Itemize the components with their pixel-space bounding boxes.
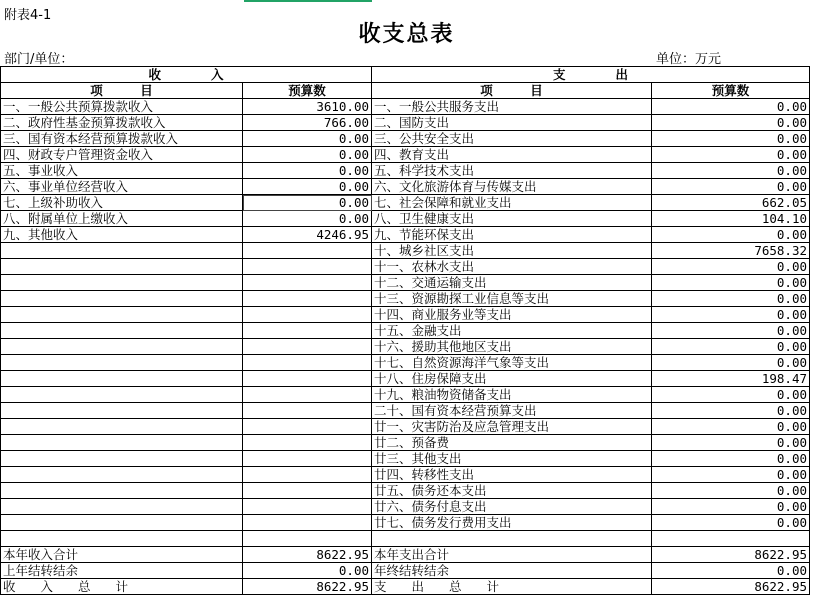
expense-item-cell[interactable]: 二十、国有资本经营预算支出 (372, 403, 652, 419)
expense-item-cell[interactable]: 四、教育支出 (372, 147, 652, 163)
total-expense-label[interactable]: 本年支出合计 (372, 547, 652, 563)
income-item-cell[interactable] (1, 515, 243, 531)
income-value-cell[interactable]: 0.00 (243, 195, 372, 211)
total-row (1, 563, 810, 579)
total-expense-label[interactable]: 支 出 总 计 (372, 579, 652, 595)
total-income-label[interactable]: 收 入 总 计 (1, 579, 243, 595)
expense-value-cell[interactable]: 0.00 (652, 131, 810, 147)
expense-value-cell[interactable]: 0.00 (652, 227, 810, 243)
total-income-label[interactable]: 上年结转结余 (1, 563, 243, 579)
income-value-cell[interactable] (243, 451, 372, 467)
income-value-cell[interactable]: 0.00 (243, 147, 372, 163)
expense-item-cell[interactable]: 十六、援助其他地区支出 (372, 339, 652, 355)
blank-cell[interactable] (652, 531, 810, 547)
table-row (1, 387, 810, 403)
expense-value-cell[interactable]: 0.00 (652, 515, 810, 531)
table-note: 附表4-1 (4, 8, 52, 23)
expense-item-header[interactable]: 项 目 (372, 83, 652, 99)
expense-value-cell[interactable]: 0.00 (652, 115, 810, 131)
income-item-cell[interactable] (1, 291, 243, 307)
income-value-cell[interactable] (243, 387, 372, 403)
page-title: 收支总表 (358, 22, 455, 47)
table-row (1, 419, 810, 435)
income-item-cell[interactable] (1, 499, 243, 515)
table-row (1, 243, 810, 259)
income-value-cell[interactable]: 0.00 (243, 163, 372, 179)
income-item-cell[interactable]: 一、一般公共预算拨款收入 (1, 99, 243, 115)
total-income-value[interactable]: 8622.95 (243, 579, 372, 595)
total-income-label[interactable]: 本年收入合计 (1, 547, 243, 563)
table-row (1, 515, 810, 531)
total-row (1, 547, 810, 563)
table-row (1, 147, 810, 163)
expense-value-cell[interactable]: 0.00 (652, 163, 810, 179)
income-item-cell[interactable] (1, 339, 243, 355)
table-row (1, 195, 810, 211)
income-value-cell[interactable] (243, 355, 372, 371)
income-value-cell[interactable] (243, 419, 372, 435)
table-row (1, 115, 810, 131)
income-value-cell[interactable] (243, 435, 372, 451)
total-expense-label[interactable]: 年终结转结余 (372, 563, 652, 579)
expense-value-cell[interactable]: 0.00 (652, 339, 810, 355)
expense-item-cell[interactable]: 廿五、债务还本支出 (372, 483, 652, 499)
expense-item-cell[interactable]: 廿三、其他支出 (372, 451, 652, 467)
income-value-cell[interactable] (243, 243, 372, 259)
income-value-cell[interactable] (243, 499, 372, 515)
total-expense-value[interactable]: 8622.95 (652, 547, 810, 563)
income-item-cell[interactable] (1, 259, 243, 275)
expense-value-cell[interactable]: 0.00 (652, 99, 810, 115)
income-item-cell[interactable] (1, 483, 243, 499)
expense-value-cell[interactable]: 104.10 (652, 211, 810, 227)
expense-value-cell[interactable]: 0.00 (652, 387, 810, 403)
expense-item-cell[interactable]: 十三、资源勘探工业信息等支出 (372, 291, 652, 307)
expense-value-cell[interactable]: 0.00 (652, 403, 810, 419)
income-item-cell[interactable]: 四、财政专户管理资金收入 (1, 147, 243, 163)
expense-item-cell[interactable]: 十四、商业服务业等支出 (372, 307, 652, 323)
income-item-cell[interactable] (1, 451, 243, 467)
income-value-cell[interactable] (243, 339, 372, 355)
income-header[interactable]: 收 入 (1, 67, 372, 83)
table-row (1, 211, 810, 227)
expense-item-cell[interactable]: 二、国防支出 (372, 115, 652, 131)
income-item-cell[interactable] (1, 387, 243, 403)
table-row (1, 355, 810, 371)
expense-item-cell[interactable]: 廿二、预备费 (372, 435, 652, 451)
income-value-cell[interactable] (243, 515, 372, 531)
income-value-cell[interactable]: 3610.00 (243, 99, 372, 115)
table-row (1, 339, 810, 355)
total-row (1, 579, 810, 595)
expense-item-cell[interactable]: 六、文化旅游体育与传媒支出 (372, 179, 652, 195)
total-income-value[interactable]: 0.00 (243, 563, 372, 579)
income-value-cell[interactable] (243, 275, 372, 291)
income-item-cell[interactable] (1, 323, 243, 339)
expense-value-cell[interactable]: 0.00 (652, 419, 810, 435)
income-value-cell[interactable] (243, 323, 372, 339)
table-row (1, 467, 810, 483)
expense-value-cell[interactable]: 0.00 (652, 147, 810, 163)
expense-item-cell[interactable]: 十一、农林水支出 (372, 259, 652, 275)
table-row (1, 403, 810, 419)
blank-cell[interactable] (1, 531, 243, 547)
income-item-cell[interactable] (1, 307, 243, 323)
blank-row (1, 531, 810, 547)
dept-label: 部门/单位： (4, 52, 74, 67)
expense-item-cell[interactable]: 八、卫生健康支出 (372, 211, 652, 227)
expense-value-cell[interactable]: 0.00 (652, 259, 810, 275)
table-row (1, 163, 810, 179)
income-value-cell[interactable]: 0.00 (243, 179, 372, 195)
income-value-cell[interactable] (243, 371, 372, 387)
expense-item-cell[interactable]: 七、社会保障和就业支出 (372, 195, 652, 211)
income-value-cell[interactable] (243, 467, 372, 483)
income-item-cell[interactable]: 六、事业单位经营收入 (1, 179, 243, 195)
income-item-cell[interactable] (1, 275, 243, 291)
expense-value-cell[interactable]: 0.00 (652, 291, 810, 307)
income-item-cell[interactable] (1, 371, 243, 387)
income-value-cell[interactable] (243, 259, 372, 275)
table-row (1, 99, 810, 115)
table-row (1, 227, 810, 243)
income-item-cell[interactable]: 三、国有资本经营预算拨款收入 (1, 131, 243, 147)
expense-value-cell[interactable]: 0.00 (652, 499, 810, 515)
summary-table (0, 66, 810, 595)
expense-value-cell[interactable]: 0.00 (652, 467, 810, 483)
expense-budget-header[interactable]: 预算数 (652, 83, 810, 99)
table-row (1, 371, 810, 387)
table-row (1, 291, 810, 307)
expense-item-cell[interactable]: 一、一般公共服务支出 (372, 99, 652, 115)
expense-item-cell[interactable]: 十九、粮油物资储备支出 (372, 387, 652, 403)
table-row (1, 179, 810, 195)
table-row (1, 435, 810, 451)
expense-item-cell[interactable]: 五、科学技术支出 (372, 163, 652, 179)
table-row (1, 323, 810, 339)
table-row (1, 131, 810, 147)
blank-cell[interactable] (372, 531, 652, 547)
unit-label: 单位：万元 (656, 52, 722, 67)
expense-header[interactable]: 支 出 (372, 67, 810, 83)
income-item-cell[interactable]: 七、上级补助收入 (1, 195, 243, 211)
income-item-header[interactable]: 项 目 (1, 83, 243, 99)
income-value-cell[interactable] (243, 291, 372, 307)
expense-item-cell[interactable]: 十五、金融支出 (372, 323, 652, 339)
expense-item-cell[interactable]: 十二、交通运输支出 (372, 275, 652, 291)
expense-value-cell[interactable]: 198.47 (652, 371, 810, 387)
expense-value-cell[interactable]: 0.00 (652, 323, 810, 339)
income-value-cell[interactable] (243, 403, 372, 419)
income-value-cell[interactable]: 766.00 (243, 115, 372, 131)
total-income-value[interactable]: 8622.95 (243, 547, 372, 563)
table-row (1, 307, 810, 323)
expense-item-cell[interactable]: 三、公共安全支出 (372, 131, 652, 147)
column-header-row (1, 83, 810, 99)
income-value-cell[interactable]: 0.00 (243, 211, 372, 227)
income-item-cell[interactable] (1, 467, 243, 483)
expense-value-cell[interactable]: 0.00 (652, 483, 810, 499)
total-expense-value[interactable]: 0.00 (652, 563, 810, 579)
section-header-row (1, 67, 810, 83)
expense-item-cell[interactable]: 廿六、债务付息支出 (372, 499, 652, 515)
expense-value-cell[interactable]: 0.00 (652, 355, 810, 371)
expense-value-cell[interactable]: 0.00 (652, 307, 810, 323)
total-expense-value[interactable]: 8622.95 (652, 579, 810, 595)
income-item-cell[interactable] (1, 355, 243, 371)
table-row (1, 499, 810, 515)
income-item-cell[interactable]: 五、事业收入 (1, 163, 243, 179)
expense-item-cell[interactable]: 九、节能环保支出 (372, 227, 652, 243)
income-value-cell[interactable]: 0.00 (243, 131, 372, 147)
table-row (1, 259, 810, 275)
income-item-cell[interactable] (1, 403, 243, 419)
income-value-cell[interactable]: 4246.95 (243, 227, 372, 243)
expense-item-cell[interactable]: 廿一、灾害防治及应急管理支出 (372, 419, 652, 435)
expense-value-cell[interactable]: 0.00 (652, 435, 810, 451)
income-item-cell[interactable] (1, 435, 243, 451)
active-column-indicator (244, 0, 372, 2)
expense-value-cell[interactable]: 0.00 (652, 451, 810, 467)
expense-value-cell[interactable]: 0.00 (652, 275, 810, 291)
expense-item-cell[interactable]: 十八、住房保障支出 (372, 371, 652, 387)
income-item-cell[interactable]: 九、其他收入 (1, 227, 243, 243)
expense-value-cell[interactable]: 0.00 (652, 179, 810, 195)
income-value-cell[interactable] (243, 483, 372, 499)
blank-cell[interactable] (243, 531, 372, 547)
expense-item-cell[interactable]: 廿四、转移性支出 (372, 467, 652, 483)
table-row (1, 451, 810, 467)
expense-value-cell[interactable]: 7658.32 (652, 243, 810, 259)
income-item-cell[interactable]: 二、政府性基金预算拨款收入 (1, 115, 243, 131)
table-row (1, 275, 810, 291)
expense-item-cell[interactable]: 十七、自然资源海洋气象等支出 (372, 355, 652, 371)
income-item-cell[interactable] (1, 419, 243, 435)
expense-item-cell[interactable]: 廿七、债务发行费用支出 (372, 515, 652, 531)
income-item-cell[interactable] (1, 243, 243, 259)
income-budget-header[interactable]: 预算数 (243, 83, 372, 99)
income-item-cell[interactable]: 八、附属单位上缴收入 (1, 211, 243, 227)
income-value-cell[interactable] (243, 307, 372, 323)
table-row (1, 483, 810, 499)
expense-value-cell[interactable]: 662.05 (652, 195, 810, 211)
expense-item-cell[interactable]: 十、城乡社区支出 (372, 243, 652, 259)
